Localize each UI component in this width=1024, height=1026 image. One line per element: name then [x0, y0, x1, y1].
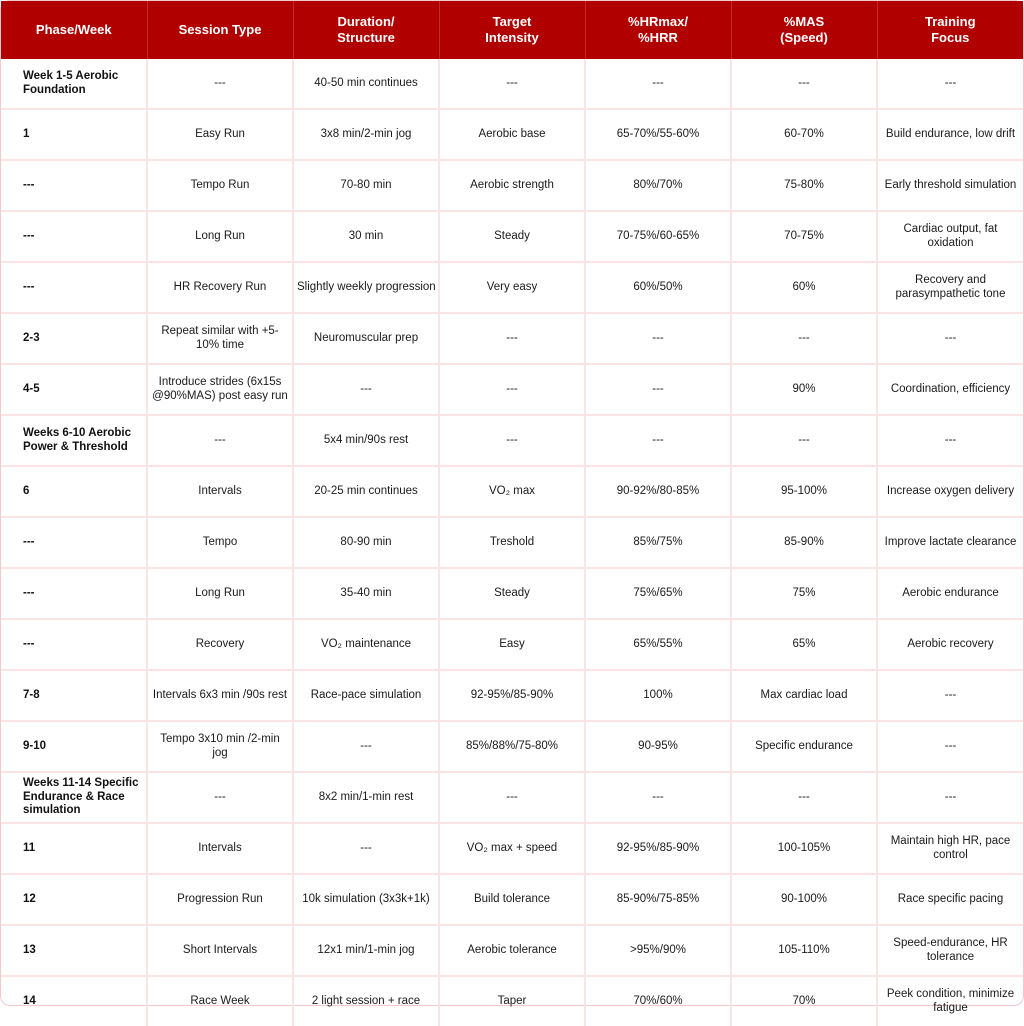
table-row [1, 313, 1023, 364]
cell-phase-week: Week 1-5 Aerobic Foundation [1, 59, 147, 109]
cell-intensity: Build tolerance [439, 874, 585, 925]
cell-mas: 60% [731, 262, 877, 313]
cell-phase-week: 11 [1, 823, 147, 874]
cell-session-type: --- [147, 415, 293, 466]
header-session-type: Session Type [147, 1, 293, 59]
cell-hr: --- [585, 59, 731, 109]
cell-hr: 92-95%/85-90% [585, 823, 731, 874]
cell-focus: --- [877, 59, 1023, 109]
cell-phase-week: --- [1, 568, 147, 619]
cell-hr: 90-92%/80-85% [585, 466, 731, 517]
cell-mas: 65% [731, 619, 877, 670]
cell-intensity: 92-95%/85-90% [439, 670, 585, 721]
table-row [1, 466, 1023, 517]
cell-focus: Improve lactate clearance [877, 517, 1023, 568]
cell-duration: Race-pace simulation [293, 670, 439, 721]
cell-session-type: Repeat similar with +5-10% time [147, 313, 293, 364]
cell-duration: 5x4 min/90s rest [293, 415, 439, 466]
cell-intensity: --- [439, 415, 585, 466]
cell-mas: --- [731, 313, 877, 364]
training-plan-table [1, 1, 1023, 1026]
table-row [1, 925, 1023, 976]
cell-focus: Coordination, efficiency [877, 364, 1023, 415]
table-row [1, 568, 1023, 619]
cell-focus: Build endurance, low drift [877, 109, 1023, 160]
cell-hr: >95%/90% [585, 925, 731, 976]
cell-focus: Race specific pacing [877, 874, 1023, 925]
cell-intensity: Easy [439, 619, 585, 670]
cell-intensity: --- [439, 313, 585, 364]
cell-intensity: --- [439, 59, 585, 109]
cell-focus: Peek condition, minimize fatigue [886, 988, 1015, 1014]
header-phase-week: Phase/Week [1, 1, 147, 59]
cell-session-type: Long Run [147, 568, 293, 619]
cell-hr: 80%/70% [585, 160, 731, 211]
table-row [1, 160, 1023, 211]
cell-mas: 95-100% [731, 466, 877, 517]
cell-duration: 3x8 min/2-min jog [293, 109, 439, 160]
cell-phase-week: 13 [1, 925, 147, 976]
cell-session-type: Race Week [147, 976, 293, 1026]
cell-intensity: Steady [439, 568, 585, 619]
cell-focus: --- [877, 772, 1023, 823]
table-row [1, 874, 1023, 925]
cell-session-type: Intervals [147, 823, 293, 874]
cell-session-type: Intervals 6x3 min /90s rest [147, 670, 293, 721]
cell-session-type: Progression Run [147, 874, 293, 925]
cell-phase-week: --- [1, 517, 147, 568]
cell-mas: 90-100% [731, 874, 877, 925]
header-target-intensity: Target Intensity [439, 1, 585, 59]
cell-hr: 90-95% [585, 721, 731, 772]
cell-phase-week: --- [1, 160, 147, 211]
cell-intensity: Aerobic strength [439, 160, 585, 211]
cell-phase-week: 4-5 [1, 364, 147, 415]
cell-duration: VO₂ maintenance [293, 619, 439, 670]
cell-phase-week: 9-10 [1, 721, 147, 772]
cell-hr: 100% [585, 670, 731, 721]
cell-intensity: --- [439, 772, 585, 823]
cell-mas: 90% [731, 364, 877, 415]
cell-duration: 70-80 min [293, 160, 439, 211]
table-body [1, 59, 1023, 1026]
table-row [1, 670, 1023, 721]
cell-focus: Maintain high HR, pace control [877, 823, 1023, 874]
cell-session-type: HR Recovery Run [147, 262, 293, 313]
cell-duration: 20-25 min continues [293, 466, 439, 517]
cell-intensity: --- [439, 364, 585, 415]
cell-focus: Aerobic recovery [877, 619, 1023, 670]
cell-mas: 70-75% [731, 211, 877, 262]
table-row [1, 721, 1023, 772]
cell-phase-week: Weeks 6-10 Aerobic Power & Threshold [1, 415, 147, 466]
header-training-focus: Training Focus [877, 1, 1023, 59]
cell-focus: Aerobic endurance [877, 568, 1023, 619]
cell-hr: 60%/50% [585, 262, 731, 313]
cell-intensity: Treshold [439, 517, 585, 568]
cell-session-type: Tempo Run [147, 160, 293, 211]
cell-intensity: Aerobic tolerance [439, 925, 585, 976]
cell-intensity: Very easy [439, 262, 585, 313]
header-duration-structure: Duration/ Structure [293, 1, 439, 59]
cell-intensity: VO₂ max [439, 466, 585, 517]
cell-hr: --- [585, 364, 731, 415]
cell-mas: 75% [731, 568, 877, 619]
cell-session-type: Tempo 3x10 min /2-min jog [147, 721, 293, 772]
table-row [1, 109, 1023, 160]
cell-session-type: Long Run [147, 211, 293, 262]
cell-duration: 10k simulation (3x3k+1k) [293, 874, 439, 925]
cell-hr: --- [585, 772, 731, 823]
cell-focus: --- [877, 415, 1023, 466]
cell-focus: --- [877, 670, 1023, 721]
cell-phase-week: 2-3 [1, 313, 147, 364]
table-row [1, 619, 1023, 670]
cell-phase-week: --- [1, 262, 147, 313]
cell-intensity: Steady [439, 211, 585, 262]
table-row [1, 823, 1023, 874]
cell-mas: 70% [731, 976, 877, 1026]
cell-phase-week: 14 [1, 976, 147, 1026]
header-row [1, 1, 1023, 59]
cell-session-type: Easy Run [147, 109, 293, 160]
cell-duration: --- [293, 721, 439, 772]
cell-focus: Speed-endurance, HR tolerance [877, 925, 1023, 976]
cell-hr: 75%/65% [585, 568, 731, 619]
cell-intensity: Aerobic base [439, 109, 585, 160]
cell-focus: --- [877, 721, 1023, 772]
cell-focus: Early threshold simulation [877, 160, 1023, 211]
header-mas-speed: %MAS (Speed) [731, 1, 877, 59]
cell-mas: 85-90% [731, 517, 877, 568]
cell-duration: 2 light session + race [293, 976, 439, 1026]
cell-duration: 35-40 min [293, 568, 439, 619]
cell-phase-week: 6 [1, 466, 147, 517]
cell-mas: Specific endurance [731, 721, 877, 772]
cell-session-type: Intervals [147, 466, 293, 517]
cell-session-type: Recovery [147, 619, 293, 670]
cell-hr: 85-90%/75-85% [585, 874, 731, 925]
cell-mas: --- [731, 415, 877, 466]
cell-hr: --- [585, 415, 731, 466]
cell-duration: 40-50 min continues [293, 59, 439, 109]
cell-session-type: --- [147, 59, 293, 109]
cell-duration: 80-90 min [293, 517, 439, 568]
cell-session-type: Tempo [147, 517, 293, 568]
cell-session-type: Short Intervals [147, 925, 293, 976]
cell-focus: Cardiac output, fat oxidation [877, 211, 1023, 262]
cell-mas: 60-70% [731, 109, 877, 160]
cell-phase-week: --- [1, 211, 147, 262]
cell-duration: --- [293, 364, 439, 415]
table-row [1, 59, 1023, 109]
table-row [1, 211, 1023, 262]
header-hrmax-hrr: %HRmax/ %HRR [585, 1, 731, 59]
cell-hr: --- [585, 313, 731, 364]
table-row [1, 976, 1023, 1026]
cell-phase-week: --- [1, 619, 147, 670]
cell-mas: --- [731, 772, 877, 823]
table-row [1, 415, 1023, 466]
cell-hr: 85%/75% [585, 517, 731, 568]
cell-duration: Neuromuscular prep [293, 313, 439, 364]
table-row [1, 364, 1023, 415]
cell-intensity: Taper [439, 976, 585, 1026]
cell-session-type: --- [147, 772, 293, 823]
table-row [1, 517, 1023, 568]
cell-duration: 30 min [293, 211, 439, 262]
cell-mas: 100-105% [731, 823, 877, 874]
cell-phase-week: 12 [1, 874, 147, 925]
cell-mas: 105-110% [731, 925, 877, 976]
table-row [1, 772, 1023, 823]
cell-hr: 70-75%/60-65% [585, 211, 731, 262]
cell-hr: 65-70%/55-60% [585, 109, 731, 160]
cell-session-type: Introduce strides (6x15s @90%MAS) post easy run [147, 364, 293, 415]
cell-duration: 8x2 min/1-min rest [293, 772, 439, 823]
cell-mas: 75-80% [731, 160, 877, 211]
cell-intensity: VO₂ max + speed [439, 823, 585, 874]
cell-mas: --- [731, 59, 877, 109]
cell-duration: Slightly weekly progression [293, 262, 439, 313]
cell-phase-week: Weeks 11-14 Specific Endurance & Race simulation [1, 772, 147, 823]
cell-hr: 70%/60% [585, 976, 731, 1026]
cell-mas: Max cardiac load [731, 670, 877, 721]
cell-focus: Increase oxygen delivery [877, 466, 1023, 517]
cell-hr: 65%/55% [585, 619, 731, 670]
cell-focus: Recovery and parasympathetic tone [877, 262, 1023, 313]
cell-duration: --- [293, 823, 439, 874]
cell-intensity: 85%/88%/75-80% [439, 721, 585, 772]
cell-duration: 12x1 min/1-min jog [293, 925, 439, 976]
cell-phase-week: 1 [1, 109, 147, 160]
cell-focus: --- [877, 313, 1023, 364]
table-row [1, 262, 1023, 313]
cell-phase-week: 7-8 [1, 670, 147, 721]
